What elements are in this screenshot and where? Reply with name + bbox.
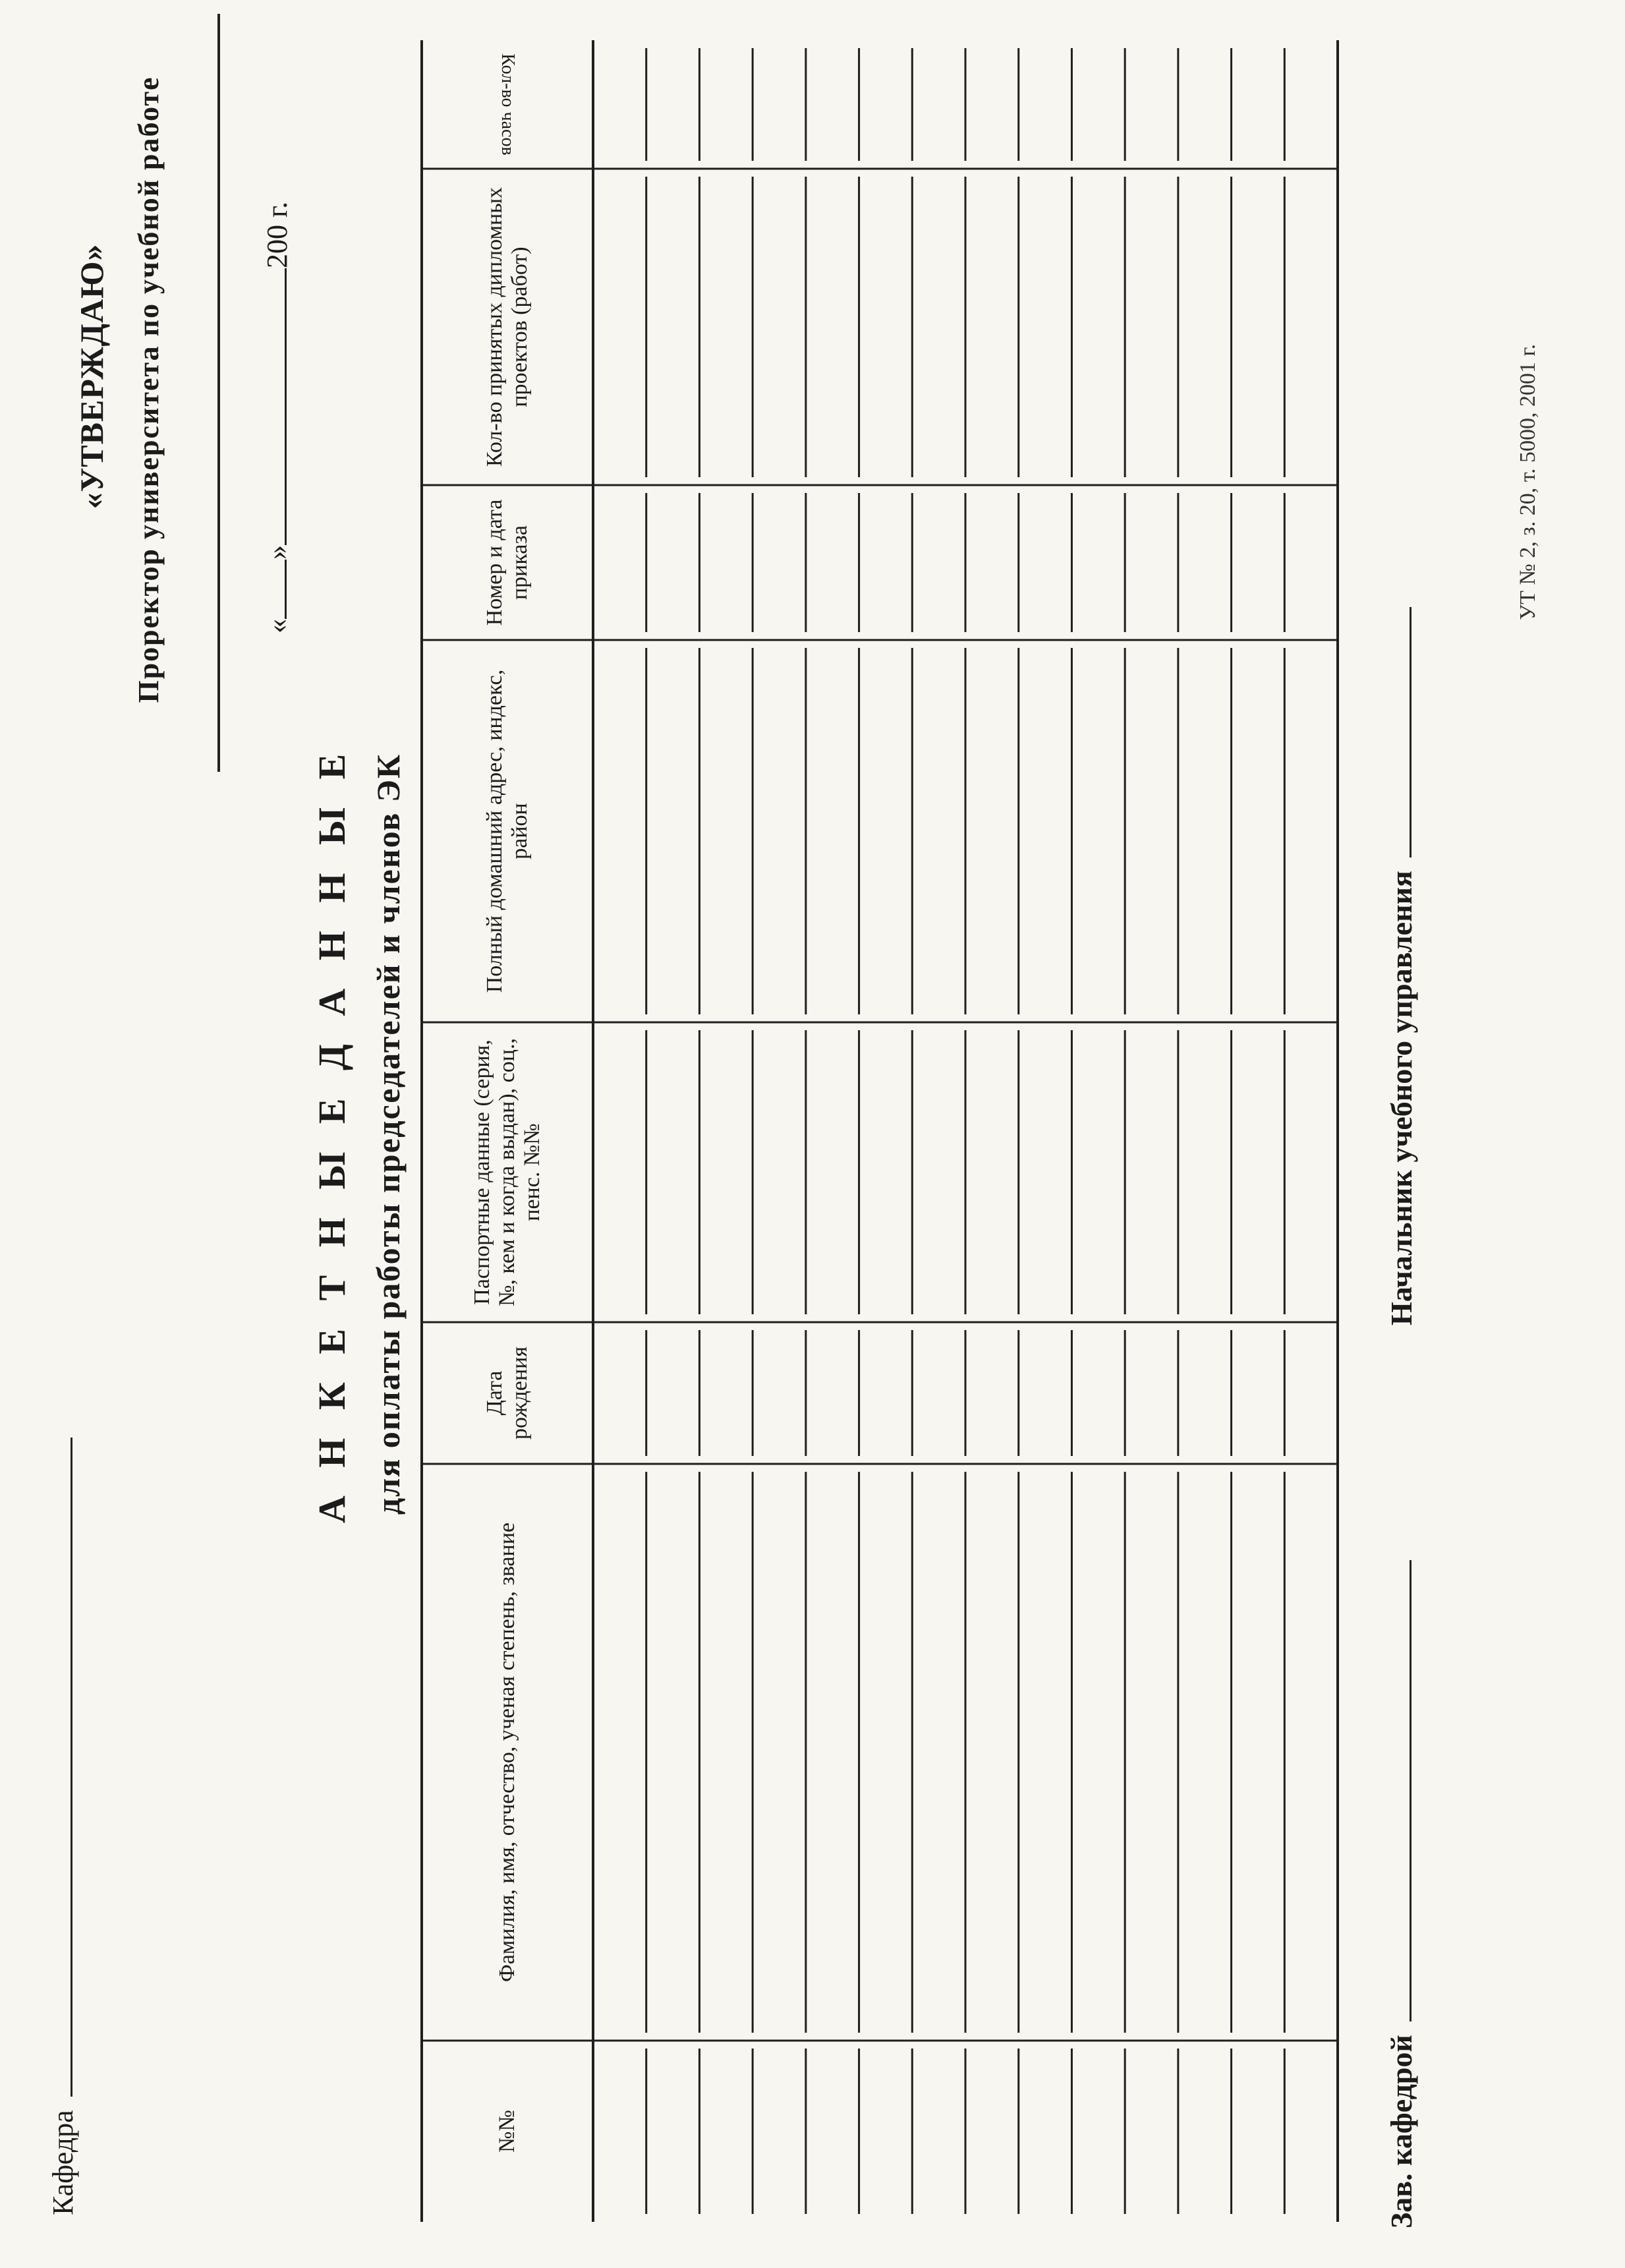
approval-date-open-quote: « bbox=[261, 619, 293, 633]
column-header-label: Полный домашний адрес, индекс, район bbox=[482, 669, 532, 993]
column-header-label: Кол-во часов bbox=[498, 53, 518, 156]
column-header-hours bbox=[422, 40, 593, 169]
print-code: УТ № 2, з. 20, т. 5000, 2001 г. bbox=[1516, 343, 1540, 620]
column-header-label: Фамилия, имя, отчество, ученая степень, звание bbox=[495, 1522, 519, 1983]
head-of-education-line[interactable] bbox=[1410, 607, 1411, 858]
column-header-num bbox=[422, 2041, 593, 2222]
column-header-birth bbox=[422, 1322, 593, 1464]
head-of-education-label: Начальник учебного управления bbox=[1384, 871, 1418, 1325]
column-header-passport bbox=[422, 1022, 593, 1322]
column-header-order bbox=[422, 485, 593, 640]
column-header-projects bbox=[422, 169, 593, 485]
column-header-label: Кол-во принятых дипломных проектов (работ) bbox=[482, 187, 532, 467]
approval-date-close-quote: » bbox=[261, 545, 293, 560]
form-title: А Н К Е Т Н Ы Е Д А Н Н Ы Е bbox=[310, 744, 353, 1524]
approval-date-year: 200 г. bbox=[261, 201, 293, 268]
form-subtitle: для оплаты работы председателей и членов ЭК bbox=[370, 753, 407, 1515]
approval-role: Проректор университета по учебной работе bbox=[132, 76, 165, 703]
column-header-label: Паспортные данные (серия, №, кем и когда выдан), соц., пенс. №№ bbox=[470, 1038, 544, 1306]
head-of-department-label: Зав. кафедрой bbox=[1384, 2035, 1418, 2228]
column-header-address bbox=[422, 640, 593, 1022]
column-header-name bbox=[422, 1464, 593, 2041]
head-of-education-signature bbox=[1384, 607, 1419, 1325]
column-header-label: №№ bbox=[495, 2110, 519, 2153]
head-of-department-line[interactable] bbox=[1410, 1560, 1411, 2021]
head-of-department-signature bbox=[1384, 1560, 1419, 2228]
column-header-label: Дата рождения bbox=[482, 1346, 532, 1440]
department-label: Кафедра bbox=[47, 2110, 79, 2215]
column-header-label: Номер и дата приказа bbox=[482, 499, 532, 626]
approval-title: «УТВЕРЖДАЮ» bbox=[73, 243, 110, 509]
